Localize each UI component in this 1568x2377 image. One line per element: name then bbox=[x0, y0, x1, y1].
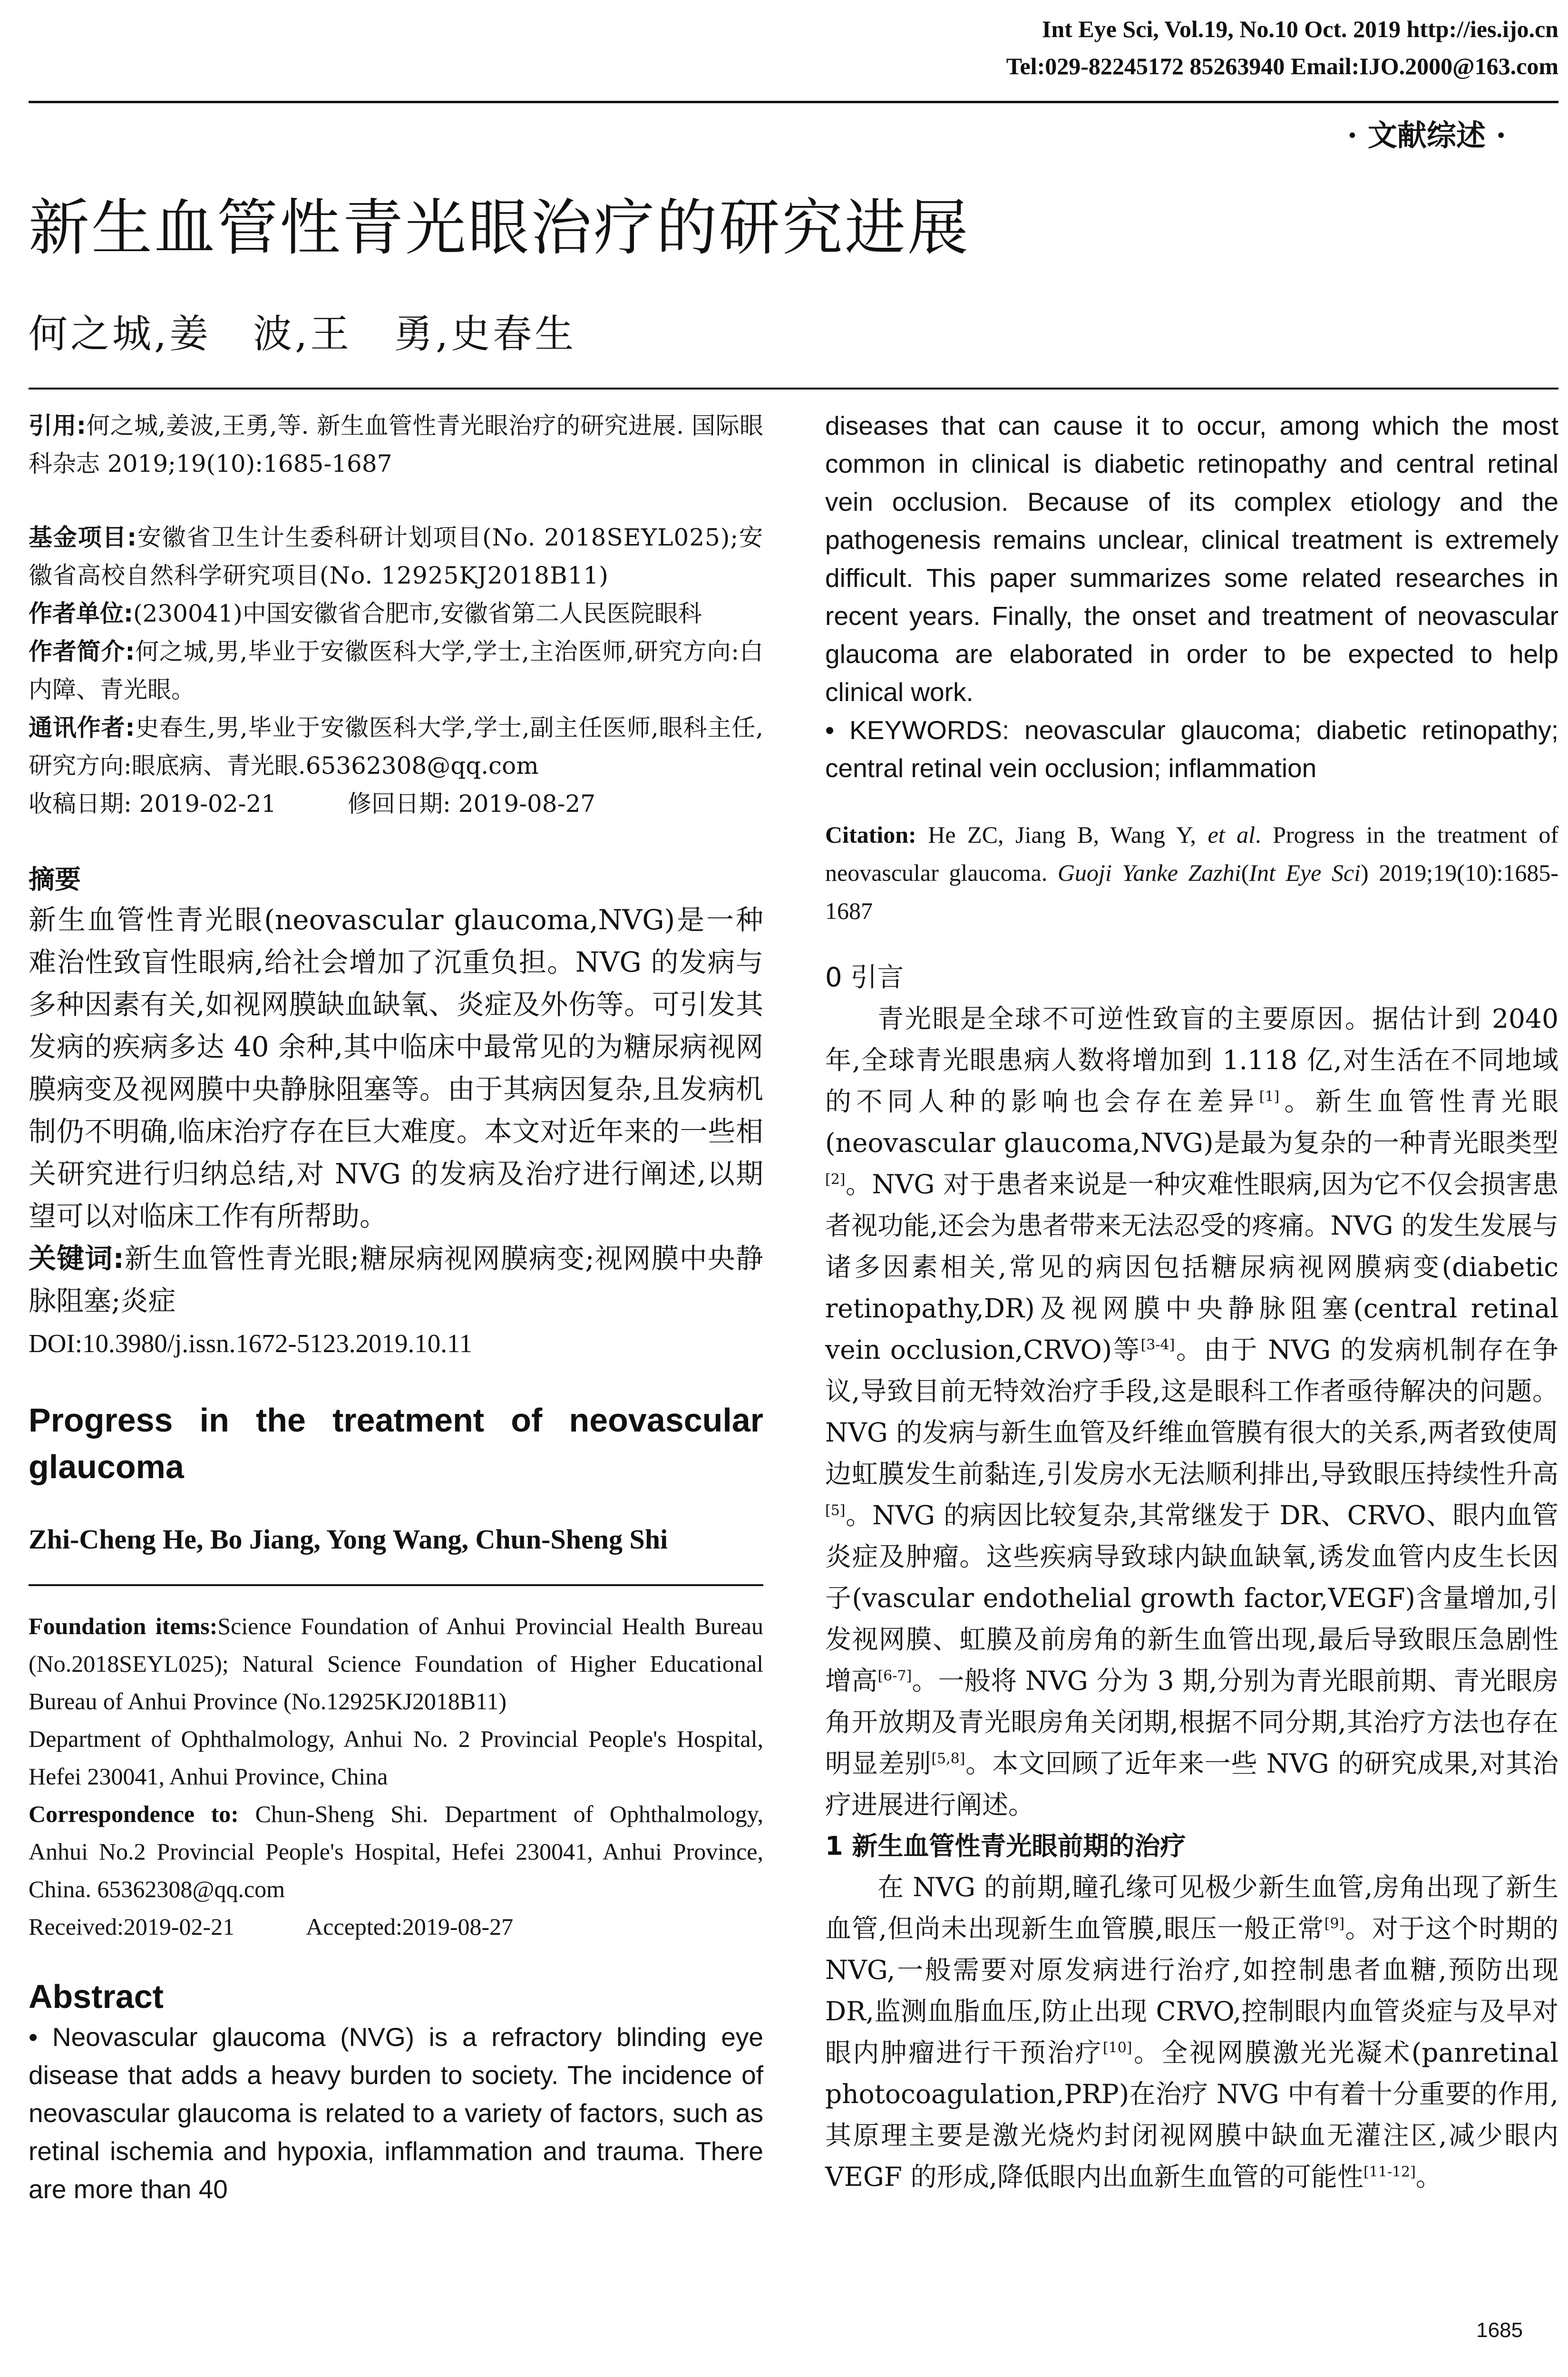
foundation-items-en: Foundation items:Science Foundation of Anhui Provincial Health Bureau (No.2018SEYL025); Natural Science Foundation of Higher Educational Bureau of Anhui Province (No.12925KJ2018B11) bbox=[29, 1613, 763, 1715]
article-title: 新生血管性青光眼治疗的研究进展 bbox=[29, 193, 971, 263]
abstract-heading-en: Abstract bbox=[29, 1978, 164, 2015]
correspondence-en: Correspondence to: Chun-Sheng Shi. Department of Ophthalmology, Anhui No.2 Provincial People's Hospital, Hefei 230041, Anhui Province, China. 65362308@qq.com bbox=[29, 1801, 763, 1902]
received-accepted: Received:2019-02-21 Accepted:2019-08-27 bbox=[29, 1913, 514, 1940]
section-0-heading: 0 引言 bbox=[825, 962, 904, 993]
author-unit: 作者单位:(230041)中国安徽省合肥市,安徽省第二人民医院眼科 bbox=[29, 600, 702, 627]
citation-en: Citation: He ZC, Jiang B, Wang Y, et al. Progress in the treatment of neovascular glaucoma. Guoji Yanke Zazhi(Int Eye Sci) 2019;19(10):1685-1687 bbox=[825, 821, 1559, 924]
left-column bbox=[29, 407, 763, 2208]
keywords-cn: 关键词:新生血管性青光眼;糖尿病视网膜病变;视网膜中央静脉阻塞;炎症 bbox=[29, 1242, 763, 1317]
author-list: 何之城,姜 波,王 勇,史春生 bbox=[29, 312, 577, 357]
section-label: · 文献综述 · bbox=[1347, 118, 1506, 153]
english-title: Progress in the treatment of neovascular glaucoma bbox=[29, 1402, 763, 1485]
doi: DOI:10.3980/j.issn.1672-5123.2019.10.11 bbox=[29, 1329, 472, 1358]
department-en: Department of Ophthalmology, Anhui No. 2 Provincial People's Hospital, Hefei 230041, Anhui Province, China bbox=[29, 1725, 763, 1790]
abstract-text-en-continued: diseases that can cause it to occur, among which the most common in clinical is diabetic retinopathy and central retinal vein occlusion. Because of its complex etiology and the pathogenesis remains unclear, clinical treatment is extremely difficult. This paper summarizes some related researches in recent years. Finally, the onset and treatment of neovascular glaucoma are elaborated in order to be expected to help clinical work. bbox=[825, 411, 1558, 707]
title-rule bbox=[29, 388, 1558, 390]
abstract-text-cn: 新生血管性青光眼(neovascular glaucoma,NVG)是一种难治性致盲性眼病,给社会增加了沉重负担。NVG 的发病与多种因素有关,如视网膜缺血缺氧、炎症及外伤等。可引发其发病的疾病多达 40 余种,其中临床中最常见的为糖尿病视网膜病变及视网膜中央静脉阻塞等。由于其病因复杂,且发病机制仍不明确,临床治疗存在巨大难度。本文对近年来的一些相关研究进行归纳总结,对 NVG 的发病及治疗进行阐述,以期望可以对临床工作有所帮助。 bbox=[29, 904, 763, 1232]
citation-cn: 引用:何之城,姜波,王勇,等. 新生血管性青光眼治疗的研究进展. 国际眼科杂志 2019;19(10):1685-1687 bbox=[29, 412, 763, 477]
english-author-rule bbox=[29, 1584, 763, 1586]
dates-cn: 收稿日期: 2019-02-21 修回日期: 2019-08-27 bbox=[29, 790, 596, 818]
section-0-paragraph: 青光眼是全球不可逆性致盲的主要原因。据估计到 2040 年,全球青光眼患病人数将增加到 1.118 亿,对生活在不同地域的不同人种的影响也会存在差异[1]。新生血管性青光眼(neovascular glaucoma,NVG)是最为复杂的一种青光眼类型[2]。NVG 对于患者来说是一种灾难性眼病,因为它不仅会损害患者视功能,还会为患者带来无法忍受的疼痛。NVG 的发生发展与诸多因素相关,常见的病因包括糖尿病视网膜病变(diabetic retinopathy,DR)及视网膜中央静脉阻塞(central retinal vein occlusion,CRVO)等[3-4]。由于 NVG 的发病机制存在争议,导致目前无特效治疗手段,这是眼科工作者亟待解决的问题。NVG 的发病与新生血管及纤维血管膜有很大的关系,两者致使周边虹膜发生前黏连,引发房水无法顺利排出,导致眼压持续性升高[5]。NVG 的病因比较复杂,其常继发于 DR、CRVO、眼内血管炎症及肿瘤。这些疾病导致球内缺血缺氧,诱发血管内皮生长因子(vascular endothelial growth factor,VEGF)含量增加,引发视网膜、虹膜及前房角的新生血管出现,最后导致眼压急剧性增高[6-7]。一般将 NVG 分为 3 期,分别为青光眼前期、青光眼房角开放期及青光眼房角关闭期,根据不同分期,其治疗方法也存在明显差别[5,8]。本文回顾了近年来一些 NVG 的研究成果,对其治疗进展进行阐述。 bbox=[825, 1003, 1559, 1820]
fund-info: 基金项目:安徽省卫生计生委科研计划项目(No. 2018SEYL025);安徽省高校自然科学研究项目(No. 12925KJ2018B11) bbox=[29, 524, 763, 589]
journal-header-line1: Int Eye Sci, Vol.19, No.10 Oct. 2019 http://ies.ijo.cn bbox=[1042, 16, 1558, 42]
section-1-paragraph: 在 NVG 的前期,瞳孔缘可见极少新生血管,房角出现了新生血管,但尚未出现新生血管膜,眼压一般正常[9]。对于这个时期的 NVG,一般需要对原发病进行治疗,如控制患者血糖,预防出现 DR,监测血脂血压,防止出现 CRVO,控制眼内血管炎症与及早对眼内肿瘤进行干预治疗[10]。全视网膜激光光凝术(panretinal photocoagulation,PRP)在治疗 NVG 中有着十分重要的作用,其原理主要是激光烧灼封闭视网膜中缺血无灌注区,减少眼内 VEGF 的形成,降低眼内出血新生血管的可能性[11-12]。 bbox=[825, 1872, 1558, 2192]
abstract-heading-cn: 摘要 bbox=[29, 864, 81, 895]
right-column bbox=[825, 407, 1558, 2198]
english-authors: Zhi-Cheng He, Bo Jiang, Yong Wang, Chun-Sheng Shi bbox=[29, 1524, 668, 1555]
page-number: 1685 bbox=[1476, 2319, 1523, 2342]
section-1-heading: 1 新生血管性青光眼前期的治疗 bbox=[825, 1831, 1186, 1861]
header-rule bbox=[29, 101, 1558, 103]
abstract-text-en: • Neovascular glaucoma (NVG) is a refractory blinding eye disease that adds a heavy burden to society. The incidence of neovascular glaucoma is related to a variety of factors, such as retinal ischemia and hypoxia, inflammation and trauma. There are more than 40 bbox=[29, 2022, 763, 2204]
keywords-en: • KEYWORDS: neovascular glaucoma; diabetic retinopathy; central retinal vein occlusion; inflammation bbox=[825, 715, 1558, 783]
author-bio: 作者简介:何之城,男,毕业于安徽医科大学,学士,主治医师,研究方向:白内障、青光眼。 bbox=[29, 638, 763, 703]
journal-header-line2: Tel:029-82245172 85263940 Email:IJO.2000@163.com bbox=[1006, 53, 1558, 79]
corresponding-author-cn: 通讯作者:史春生,男,毕业于安徽医科大学,学士,副主任医师,眼科主任,研究方向:眼底病、青光眼.65362308@qq.com bbox=[29, 714, 763, 779]
